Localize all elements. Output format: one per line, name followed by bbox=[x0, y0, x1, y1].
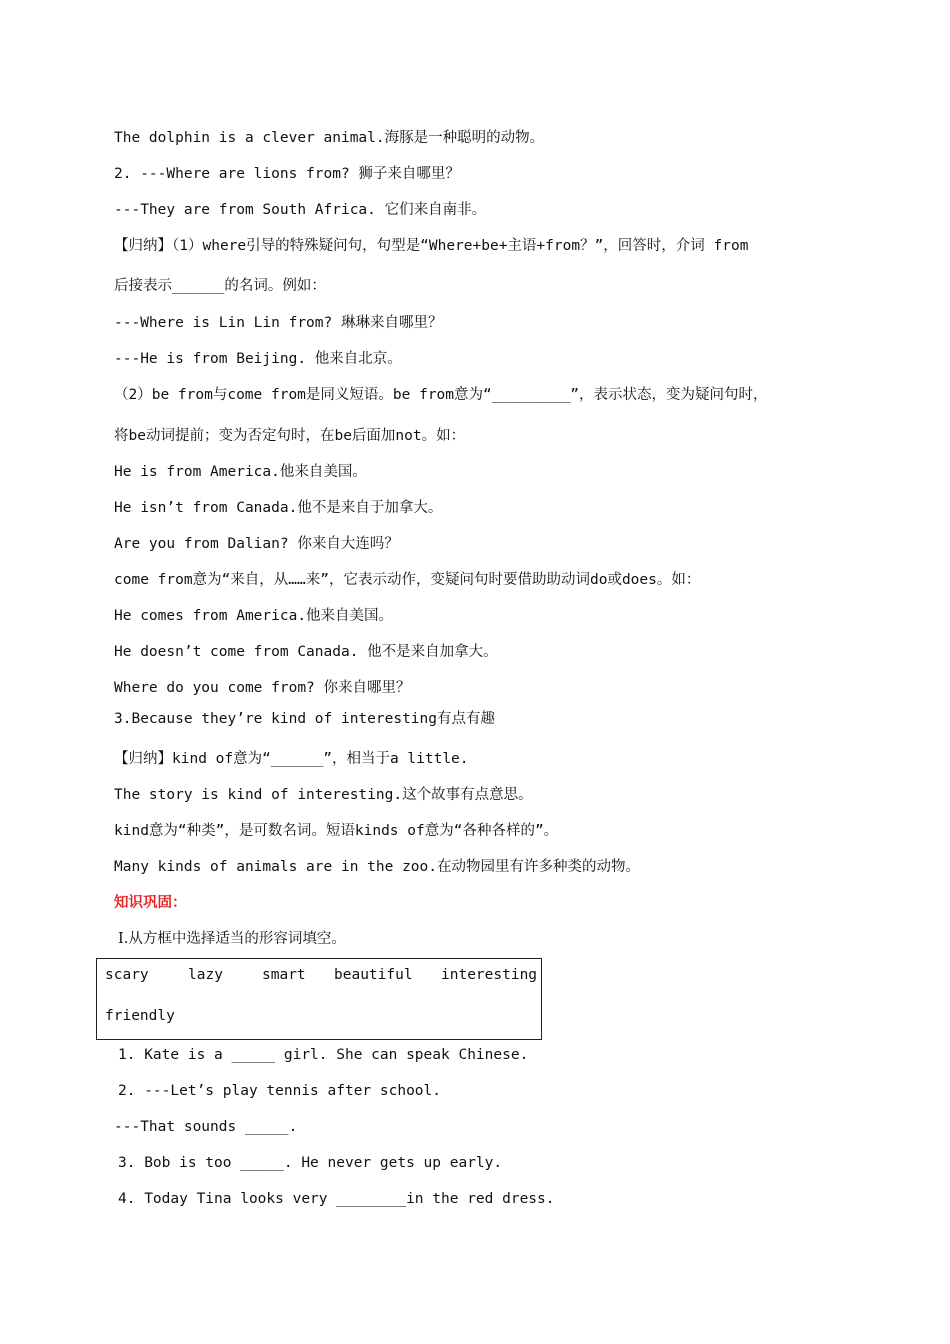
text-line: The dolphin is a clever animal.海豚是一种聪明的动物。 bbox=[114, 130, 545, 146]
text-line: Many kinds of animals are in the zoo.在动物园里有许多种类的动物。 bbox=[114, 859, 640, 875]
text-line: kind意为“种类”，是可数名词。短语kinds of意为“各种各样的”。 bbox=[114, 823, 559, 839]
text-line: 将be动词提前；变为否定句时，在be后面加not。如： bbox=[114, 428, 466, 444]
word-option: interesting bbox=[441, 967, 538, 983]
word-option: friendly bbox=[105, 1008, 175, 1024]
question-line: 4. Today Tina looks very ________in the red dress. bbox=[118, 1191, 555, 1207]
text-line: Where do you come from? 你来自哪里？ bbox=[114, 680, 411, 696]
text-line: 2. ---Where are lions from? 狮子来自哪里？ bbox=[114, 166, 460, 182]
question-line: 1. Kate is a _____ girl. She can speak Chinese. bbox=[118, 1047, 529, 1063]
text-line: 【归纳】kind of意为“______”，相当于a little. bbox=[114, 751, 469, 767]
text-line: He is from America.他来自美国。 bbox=[114, 464, 367, 480]
word-option: lazy bbox=[188, 967, 223, 983]
word-option: smart bbox=[262, 967, 306, 983]
text-line: He doesn’t come from Canada. 他不是来自加拿大。 bbox=[114, 644, 498, 660]
exercise-title: Ⅰ.从方框中选择适当的形容词填空。 bbox=[118, 931, 346, 947]
text-line: ---They are from South Africa. 它们来自南非。 bbox=[114, 202, 487, 218]
question-line: 2. ---Let’s play tennis after school. bbox=[118, 1083, 442, 1099]
word-option: beautiful bbox=[334, 967, 413, 983]
text-line: 3.Because they’re kind of interesting有点有趣 bbox=[114, 711, 495, 727]
text-line: come from意为“来自，从……来”，它表示动作，变疑问句时要借助助动词do或does。如： bbox=[114, 572, 701, 588]
text-line: The story is kind of interesting.这个故事有点意思。 bbox=[114, 787, 533, 803]
text-line: He isn’t from Canada.他不是来自于加拿大。 bbox=[114, 500, 443, 516]
section-title: 知识巩固： bbox=[114, 895, 187, 911]
text-line: ---He is from Beijing. 他来自北京。 bbox=[114, 351, 402, 367]
text-line: Are you from Dalian? 你来自大连吗？ bbox=[114, 536, 399, 552]
word-box bbox=[96, 958, 542, 1040]
text-line: 后接表示______的名词。例如： bbox=[114, 278, 326, 294]
text-line: 【归纳】（1）where引导的特殊疑问句，句型是“Where+be+主语+from？”，回答时，介词 from bbox=[114, 238, 749, 254]
text-line: He comes from America.他来自美国。 bbox=[114, 608, 394, 624]
text-line: ---Where is Lin Lin from? 琳琳来自哪里？ bbox=[114, 315, 443, 331]
text-line: （2）be from与come from是同义短语。be from意为“_________”，表示状态，变为疑问句时， bbox=[114, 387, 768, 403]
question-line: ---That sounds _____. bbox=[114, 1119, 298, 1135]
question-line: 3. Bob is too _____. He never gets up early. bbox=[118, 1155, 503, 1171]
word-option: scary bbox=[105, 967, 149, 983]
